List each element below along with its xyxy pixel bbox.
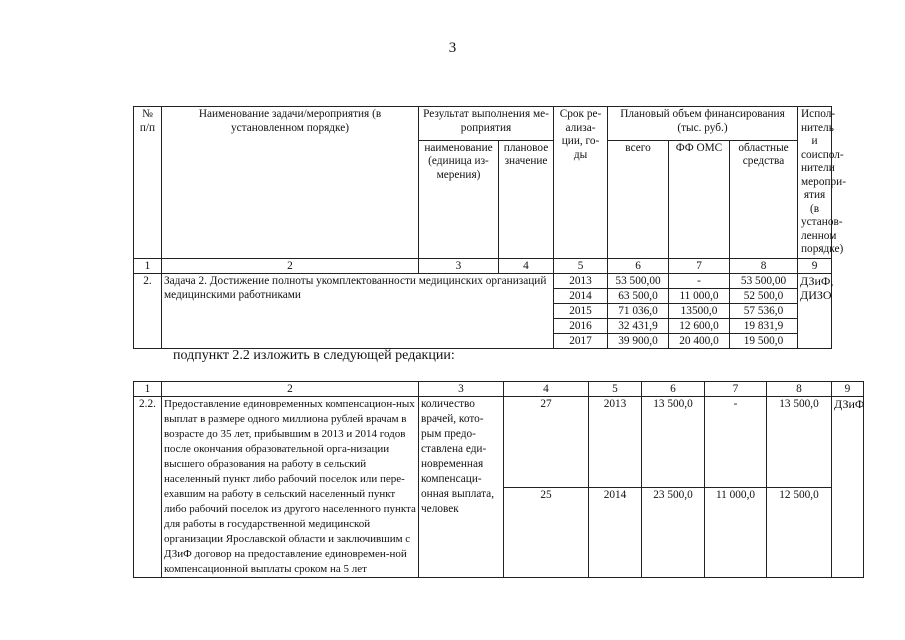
ffoms-cell: 13500,0 bbox=[669, 304, 730, 319]
row-num: 2. bbox=[134, 274, 162, 349]
regional-cell: 13 500,0 bbox=[767, 397, 832, 488]
header-finance: Плановый объем финансирования (тыс. руб.) bbox=[608, 107, 798, 141]
header-task: Наименование задачи/мероприятия (в установленном порядке) bbox=[162, 107, 419, 259]
col-number: 2 bbox=[162, 259, 419, 274]
header-term: Срок ре-ализа-ции, го-ды bbox=[554, 107, 608, 259]
header-regional: областные средства bbox=[730, 140, 798, 258]
row-executor: ДЗиФ, ДИЗО bbox=[798, 274, 832, 349]
year-cell: 2017 bbox=[554, 334, 608, 349]
col-number: 6 bbox=[608, 259, 669, 274]
table-row bbox=[134, 274, 832, 289]
col-number: 9 bbox=[832, 382, 864, 397]
table-row bbox=[134, 397, 864, 488]
ffoms-cell: 11 000,0 bbox=[669, 289, 730, 304]
regional-cell: 19 831,9 bbox=[730, 319, 798, 334]
column-numbers-row bbox=[134, 259, 832, 274]
row-executor: ДЗиФ bbox=[832, 397, 864, 578]
col-number: 1 bbox=[134, 382, 162, 397]
header-result-value: плановое значение bbox=[499, 140, 554, 258]
header-ffoms: ФФ ОМС bbox=[669, 140, 730, 258]
ffoms-cell: 12 600,0 bbox=[669, 319, 730, 334]
total-cell: 13 500,0 bbox=[642, 397, 705, 488]
year-cell: 2013 bbox=[589, 397, 642, 488]
year-cell: 2014 bbox=[589, 487, 642, 578]
instruction-text: подпункт 2.2 изложить в следующей редакции: bbox=[173, 348, 455, 363]
col-number: 6 bbox=[642, 382, 705, 397]
regional-cell: 57 536,0 bbox=[730, 304, 798, 319]
value-cell: 27 bbox=[504, 397, 589, 488]
col-number: 3 bbox=[419, 259, 499, 274]
col-number: 8 bbox=[767, 382, 832, 397]
page-number: 3 bbox=[448, 40, 457, 56]
total-cell: 71 036,0 bbox=[608, 304, 669, 319]
col-number: 7 bbox=[705, 382, 767, 397]
ffoms-cell: 20 400,0 bbox=[669, 334, 730, 349]
col-number: 4 bbox=[499, 259, 554, 274]
total-cell: 32 431,9 bbox=[608, 319, 669, 334]
col-number: 1 bbox=[134, 259, 162, 274]
year-cell: 2016 bbox=[554, 319, 608, 334]
col-number: 2 bbox=[162, 382, 419, 397]
col-number: 8 bbox=[730, 259, 798, 274]
col-number: 4 bbox=[504, 382, 589, 397]
col-number: 5 bbox=[589, 382, 642, 397]
ffoms-cell: - bbox=[669, 274, 730, 289]
col-number: 3 bbox=[419, 382, 504, 397]
col-number: 7 bbox=[669, 259, 730, 274]
header-total: всего bbox=[608, 140, 669, 258]
regional-cell: 53 500,00 bbox=[730, 274, 798, 289]
col-number: 5 bbox=[554, 259, 608, 274]
year-cell: 2013 bbox=[554, 274, 608, 289]
total-cell: 63 500,0 bbox=[608, 289, 669, 304]
header-num: № п/п bbox=[134, 107, 162, 259]
total-cell: 53 500,00 bbox=[608, 274, 669, 289]
ffoms-cell: 11 000,0 bbox=[705, 487, 767, 578]
row-task: Задача 2. Достижение полноты укомплектованности медицинских организаций медицинскими работниками bbox=[162, 274, 554, 349]
total-cell: 23 500,0 bbox=[642, 487, 705, 578]
regional-cell: 19 500,0 bbox=[730, 334, 798, 349]
year-cell: 2015 bbox=[554, 304, 608, 319]
year-cell: 2014 bbox=[554, 289, 608, 304]
regional-cell: 52 500,0 bbox=[730, 289, 798, 304]
header-executor: Испол-нитель и соиспол-нители меропри-ятия (в установ-ленном порядке) bbox=[798, 107, 832, 259]
header-result-name: наименование (единица из-мерения) bbox=[419, 140, 499, 258]
col-number: 9 bbox=[798, 259, 832, 274]
financing-table bbox=[133, 106, 846, 349]
row-result-name: количество врачей, кото-рым предо-ставлена еди-новременная компенсаци-онная выплата, человек bbox=[419, 397, 504, 578]
row-num: 2.2. bbox=[134, 397, 162, 578]
value-cell: 25 bbox=[504, 487, 589, 578]
column-numbers-row bbox=[134, 382, 864, 397]
regional-cell: 12 500,0 bbox=[767, 487, 832, 578]
total-cell: 39 900,0 bbox=[608, 334, 669, 349]
row-task: Предоставление единовременных компенсацион-ных выплат в размере одного миллиона рублей врачам в возрасте до 35 лет, прибывшим в 2013 и 2014 годов после окончания образовательной орга-низации высшего образования на работу в сельский населенный пункт либо рабочий поселок или пере-ехавшим на работу в сельский населенный пункт либо рабочий поселок из другого населенного пункта для работы в государственной медицинской организации Ярославской области и заключившим с ДЗиФ договор на предоставление единовремен-ной компенсационной выплаты сроком на 5 лет bbox=[162, 397, 419, 578]
header-result: Результат выполнения ме-роприятия bbox=[419, 107, 554, 141]
ffoms-cell: - bbox=[705, 397, 767, 488]
measure-table bbox=[133, 381, 864, 578]
